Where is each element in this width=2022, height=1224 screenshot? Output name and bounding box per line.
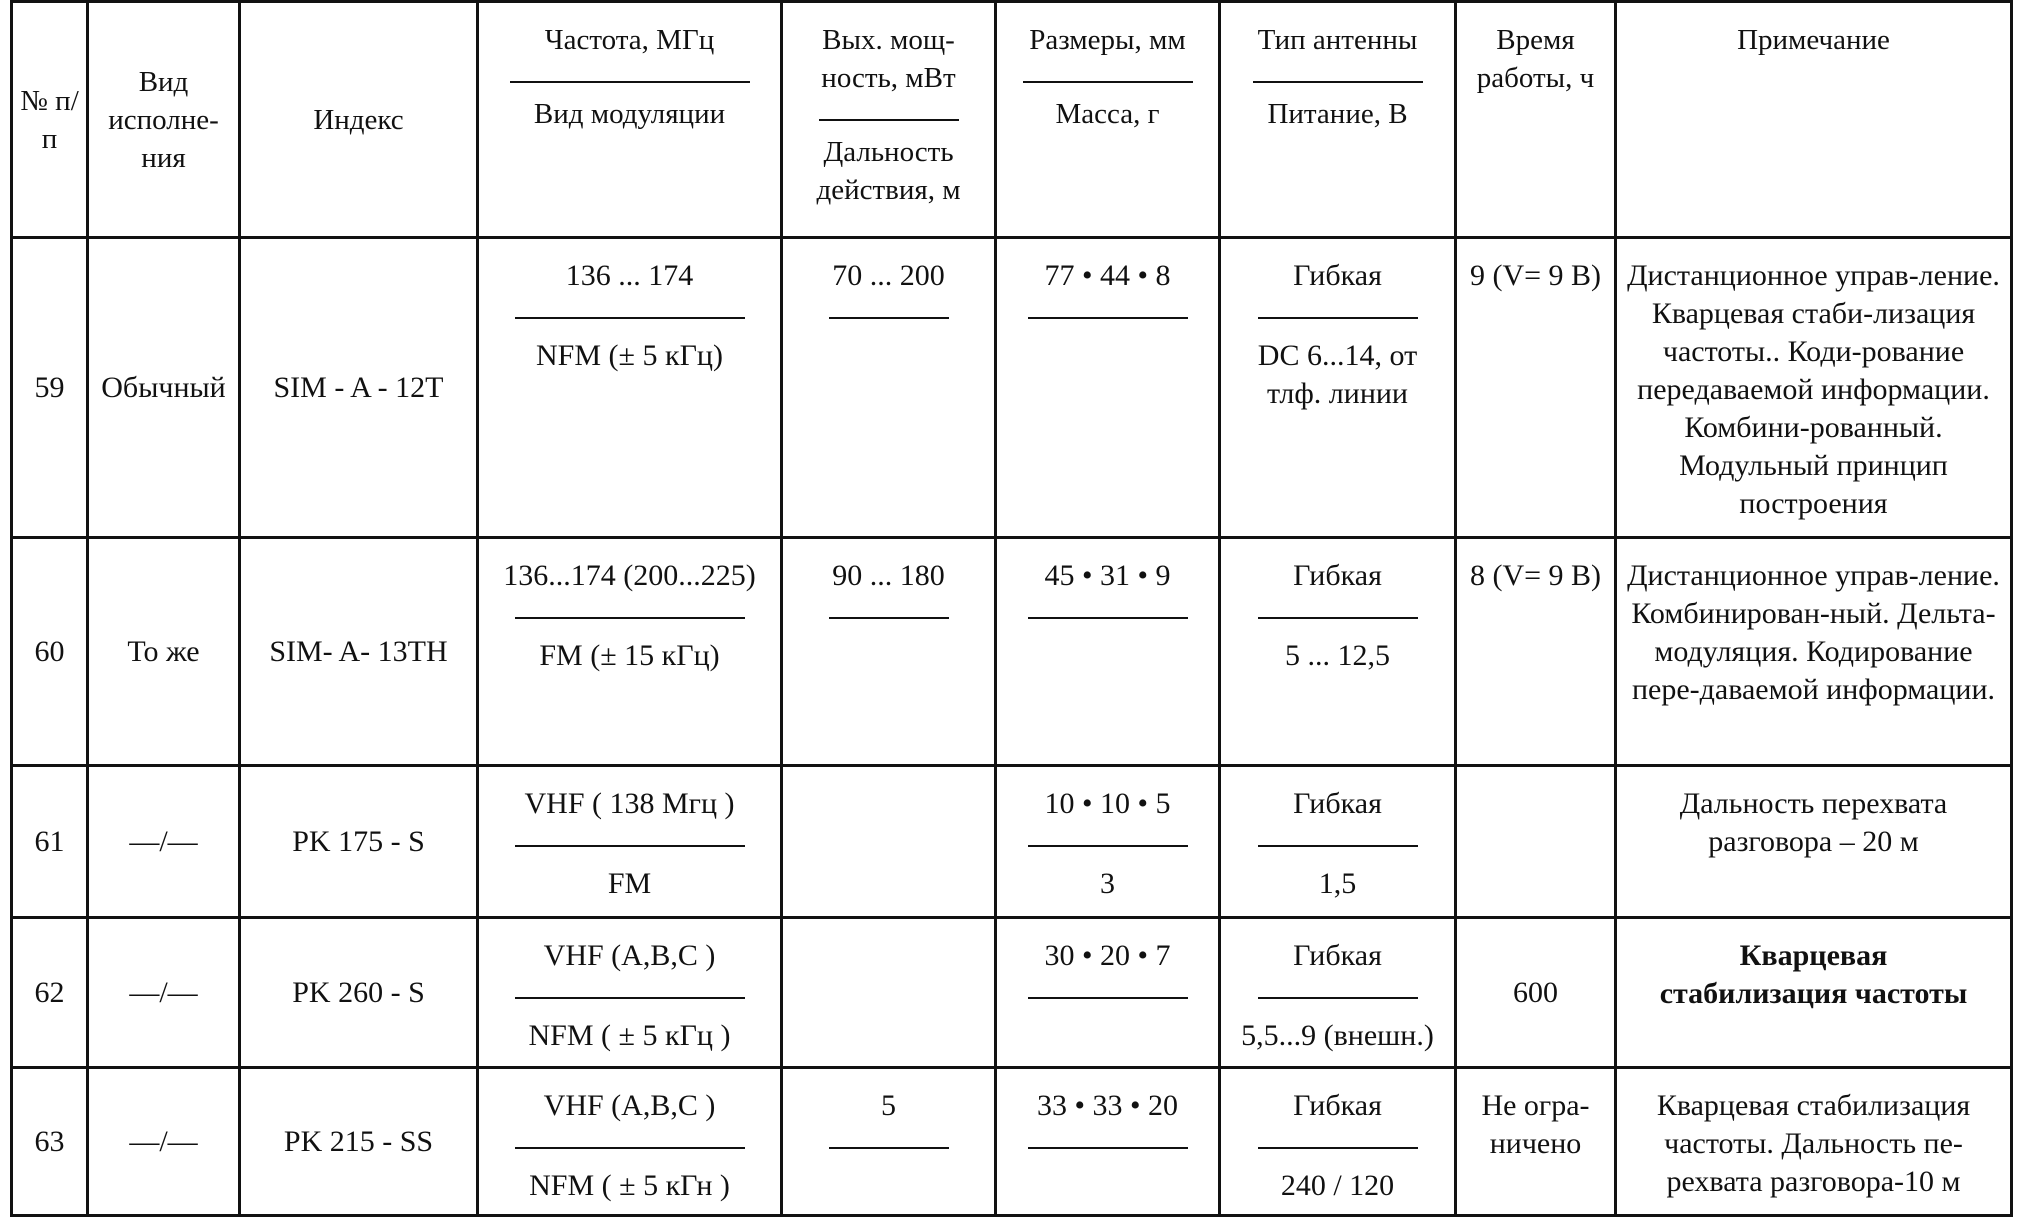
header-frequency — [478, 2, 782, 238]
row-modulation-value: FM (± 15 кГц) — [539, 639, 720, 672]
row-power — [782, 766, 996, 918]
row-antenna-value: Гибкая — [1293, 559, 1382, 592]
row-variant: Обычный — [88, 238, 240, 538]
header-antenna-label: Тип антенны — [1257, 24, 1418, 56]
row-number: 60 — [12, 538, 88, 766]
row-time — [1456, 766, 1616, 918]
spec-sheet — [10, 0, 2010, 1218]
row-modulation-value: NFM ( ± 5 кГн ) — [529, 1169, 730, 1202]
row-size-value: 30 • 20 • 7 — [1044, 939, 1171, 972]
row-size-value: 77 • 44 • 8 — [1044, 259, 1171, 292]
fraction-line — [515, 317, 745, 319]
fraction-line — [1028, 1147, 1188, 1149]
row-frequency — [478, 238, 782, 538]
header-power-label: Вых. мощ-ность, мВт — [821, 24, 956, 94]
header-mass-label: Масса, г — [1055, 98, 1160, 130]
row-note — [1616, 918, 2012, 1068]
row-power-value: 70 ... 200 — [832, 259, 945, 292]
fraction-line — [829, 317, 949, 319]
header-range-label: Дальность действия, м — [816, 136, 961, 206]
header-power — [782, 2, 996, 238]
row-antenna — [1220, 538, 1456, 766]
row-antenna-value: Гибкая — [1293, 939, 1382, 972]
row-index: SIM- A- 13TH — [240, 538, 478, 766]
header-antenna — [1220, 2, 1456, 238]
header-num: № п/п — [12, 2, 88, 238]
row-frequency-value: VHF ( 138 Мгц ) — [524, 787, 735, 820]
row-modulation-value: FM — [607, 867, 652, 900]
row-modulation-value: NFM ( ± 5 кГц ) — [528, 1019, 731, 1052]
row-number: 59 — [12, 238, 88, 538]
fraction-line — [515, 1147, 745, 1149]
row-time: 8 (V= 9 В) — [1456, 538, 1616, 766]
row-frequency — [478, 538, 782, 766]
row-mass-value: 3 — [1100, 867, 1115, 900]
row-frequency-value: 136...174 (200...225) — [503, 559, 756, 592]
row-size-value: 45 • 31 • 9 — [1044, 559, 1171, 592]
row-size-value: 33 • 33 • 20 — [1036, 1089, 1178, 1122]
header-variant: Вид исполне-ния — [88, 2, 240, 238]
fraction-line — [1258, 1147, 1418, 1149]
row-frequency — [478, 918, 782, 1068]
fraction-line — [819, 119, 959, 121]
table-row — [12, 918, 2012, 1068]
row-size — [996, 918, 1220, 1068]
fraction-line — [515, 845, 745, 847]
row-note: Дистанционное управ-ление. Комбинирован-ный. Дельта-модуляция. Кодирование пере-даваемой информации. — [1616, 538, 2012, 766]
header-index: Индекс — [240, 2, 478, 238]
row-frequency — [478, 766, 782, 918]
row-index: PK 215 - SS — [240, 1068, 478, 1216]
row-power — [782, 238, 996, 538]
fraction-line — [510, 81, 750, 83]
fraction-line — [1258, 317, 1418, 319]
row-modulation-value: NFM (± 5 кГц) — [536, 339, 723, 372]
row-variant: —/— — [88, 766, 240, 918]
row-number: 62 — [12, 918, 88, 1068]
row-size-value: 10 • 10 • 5 — [1044, 787, 1171, 820]
row-power-value: 90 ... 180 — [832, 559, 945, 592]
table-row — [12, 766, 2012, 918]
header-time: Время работы, ч — [1456, 2, 1616, 238]
fraction-line — [1028, 317, 1188, 319]
row-size — [996, 238, 1220, 538]
row-time: 9 (V= 9 В) — [1456, 238, 1616, 538]
table-row — [12, 538, 2012, 766]
row-index: SIM - A - 12T — [240, 238, 478, 538]
header-supply-label: Питание, В — [1267, 98, 1408, 130]
row-antenna-value: Гибкая — [1293, 259, 1382, 292]
header-size — [996, 2, 1220, 238]
row-number: 63 — [12, 1068, 88, 1216]
row-power — [782, 538, 996, 766]
row-size — [996, 1068, 1220, 1216]
row-time: 600 — [1456, 918, 1616, 1068]
row-number: 61 — [12, 766, 88, 918]
header-note: Примечание — [1616, 2, 2012, 238]
row-size — [996, 766, 1220, 918]
fraction-line — [1028, 845, 1188, 847]
row-antenna — [1220, 238, 1456, 538]
header-row — [12, 2, 2012, 238]
row-size — [996, 538, 1220, 766]
row-frequency-value: VHF (A,B,C ) — [543, 939, 716, 972]
row-variant: —/— — [88, 918, 240, 1068]
row-antenna — [1220, 766, 1456, 918]
fraction-line — [1258, 845, 1418, 847]
fraction-line — [1023, 81, 1193, 83]
table-row — [12, 238, 2012, 538]
row-index: PK 175 - S — [240, 766, 478, 918]
row-note: Дистанционное управ-ление. Кварцевая стаби-лизация частоты.. Коди-рование передаваемой информации. Комбини-рованный. Модульный принцип построения — [1616, 238, 2012, 538]
row-power — [782, 918, 996, 1068]
fraction-line — [515, 997, 745, 999]
fraction-line — [1258, 997, 1418, 999]
transmitter-spec-table — [10, 0, 2013, 1217]
header-frequency-label: Частота, МГц — [544, 24, 715, 56]
row-note: Дальность перехвата разговора – 20 м — [1616, 766, 2012, 918]
header-size-label: Размеры, мм — [1029, 24, 1186, 56]
row-supply-value: DC 6...14, от тлф. линии — [1257, 339, 1418, 410]
row-frequency-value: 136 ... 174 — [565, 259, 694, 292]
row-variant: То же — [88, 538, 240, 766]
fraction-line — [829, 1147, 949, 1149]
row-frequency-value: VHF (A,B,C ) — [543, 1089, 716, 1122]
fraction-line — [829, 617, 949, 619]
row-power — [782, 1068, 996, 1216]
fraction-line — [1028, 997, 1188, 999]
row-supply-value: 5 ... 12,5 — [1285, 639, 1390, 672]
row-note: Кварцевая стабилизация частоты. Дальность пе-рехвата разговора-10 м — [1616, 1068, 2012, 1216]
row-supply-value: 5,5...9 (внешн.) — [1241, 1019, 1434, 1052]
header-modulation-label: Вид модуляции — [533, 98, 726, 130]
row-power-value: 5 — [881, 1089, 896, 1122]
row-note-text: Кварцевая стабилизация частоты — [1659, 939, 1968, 1010]
fraction-line — [515, 617, 745, 619]
row-supply-value: 240 / 120 — [1280, 1169, 1395, 1202]
row-antenna — [1220, 918, 1456, 1068]
row-index: PK 260 - S — [240, 918, 478, 1068]
row-frequency — [478, 1068, 782, 1216]
fraction-line — [1258, 617, 1418, 619]
row-antenna — [1220, 1068, 1456, 1216]
fraction-line — [1028, 617, 1188, 619]
row-supply-value: 1,5 — [1318, 867, 1357, 900]
row-variant: —/— — [88, 1068, 240, 1216]
row-antenna-value: Гибкая — [1293, 1089, 1382, 1122]
row-antenna-value: Гибкая — [1293, 787, 1382, 820]
row-time: Не огра-ничено — [1456, 1068, 1616, 1216]
table-row — [12, 1068, 2012, 1216]
fraction-line — [1253, 81, 1423, 83]
